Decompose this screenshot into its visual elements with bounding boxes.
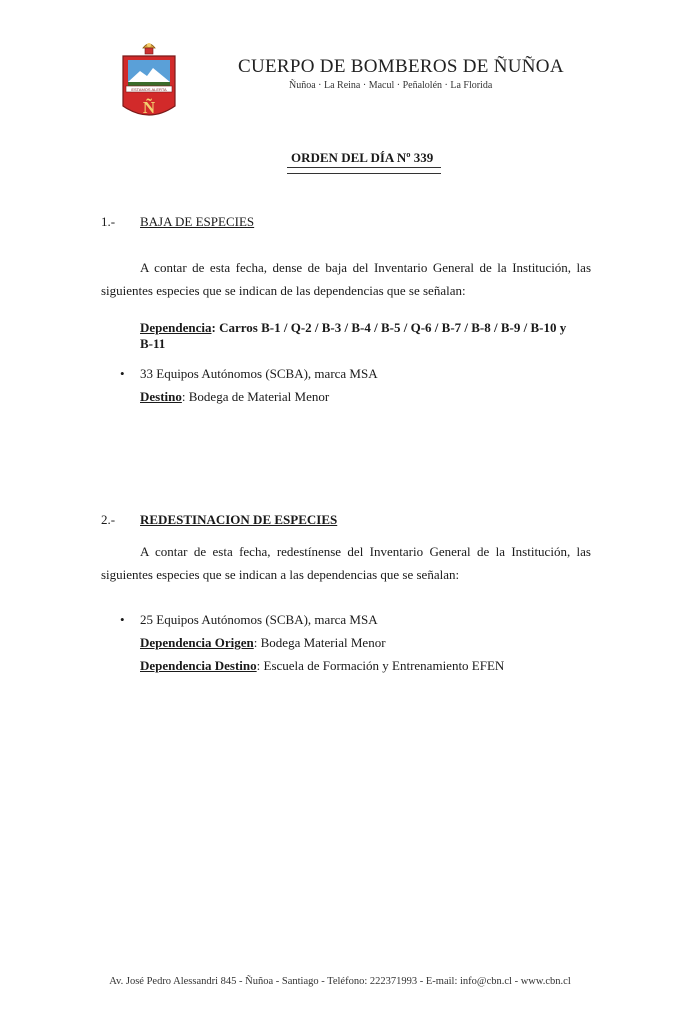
section-2-paragraph: A contar de esta fecha, redestínense del Inventario General de la Institución, las siguientes especies que se indican a las dependencias que se señalan: [101,544,591,582]
organization-name: CUERPO DE BOMBEROS DE ÑUÑOA [238,56,564,77]
dependencia-value: Carros B-1 / Q-2 / B-3 / B-4 / B-5 / Q-6 / B-7 / B-8 / B-9 / B-10 y [219,320,567,335]
fire-department-crest-icon [120,38,178,124]
destino-value: Escuela de Formación y Entrenamiento EFEN [263,658,505,673]
section-2-destino: Dependencia Destino: Escuela de Formación y Entrenamiento EFEN [140,658,505,673]
section-1-dependencia: Dependencia: Carros B-1 / Q-2 / B-3 / B-4 / B-5 / Q-6 / B-7 / B-8 / B-9 / B-10 y [140,320,567,335]
bullet-icon: • [120,366,125,381]
title-double-rule [287,167,441,174]
section-2-title: REDESTINACION DE ESPECIES [140,512,338,527]
destino-label: Destino [140,389,182,404]
section-1-title: BAJA DE ESPECIES [140,214,255,229]
crest-motto: ESTAMOS ALERTA [131,86,167,92]
bullet-icon: • [120,612,125,627]
section-1-item: 33 Equipos Autónomos (SCBA), marca MSA [140,366,378,381]
destino-value: Bodega de Material Menor [188,389,330,404]
crest-letter: Ñ [142,98,156,117]
origen-value: Bodega Material Menor [260,635,386,650]
section-2-item: 25 Equipos Autónomos (SCBA), marca MSA [140,612,378,627]
section-1-destino: Destino: Bodega de Material Menor [140,389,330,404]
section-2-number: 2.- [101,512,116,527]
origen-label: Dependencia Origen [140,635,254,650]
organization-communes: Ñuñoa · La Reina · Macul · Peñalolén · La Florida [289,80,493,91]
document-title: ORDEN DEL DÍA Nº 339 [291,150,434,165]
section-1-number: 1.- [101,214,116,229]
page-footer: Av. José Pedro Alessandri 845 - Ñuñoa - Santiago - Teléfono: 222371993 - E-mail: info@cbn.cl - www.cbn.cl [109,976,571,987]
dependencia-value-cont: B-11 [140,336,166,351]
dependencia-label: Dependencia [140,320,212,335]
destino-label: Dependencia Destino [140,658,257,673]
section-1-paragraph: A contar de esta fecha, dense de baja del Inventario General de la Institución, las siguientes especies que se indican de las dependencias que se señalan: [101,260,591,298]
section-2-origen: Dependencia Origen: Bodega Material Menor [140,635,386,650]
